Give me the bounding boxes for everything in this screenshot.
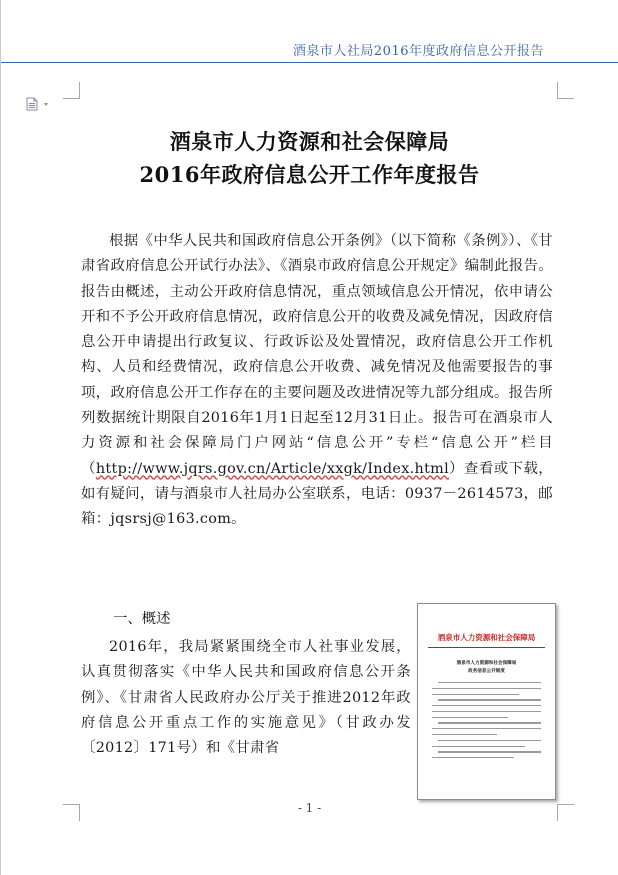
page-number: - 1 - [297,801,322,815]
report-title-line-1: 酒泉市人力资源和社会保障局 [169,129,450,154]
intro-text-start: 根据《中华人民共和国政府信息公开条例》（以下简称《条例》）、《甘肃省政府信息公开试行办法》、《酒泉市政府信息公开规定》编制此报告。报告由概述，主动公开政府信息情况，重点领域信息公开情况，依申请公开和不予公开政府信息情况，政府信息公开的收费及减免情况，因政府信息公开申请提出行政复议、行政诉讼及处置情况，政府信息公开工作机构、人员和经费情况，政府信息公开收费、减免情况及他需要报告的事项，政府信息公开工作存在的主要问题及改进情况等九部分组成。报告所列数据统计期限自2016年1月1日起至12月31日止。报告可在酒泉市人力资源和社会保障局门户网站“信息公开”专栏“信息公开”栏目（ [81,233,553,477]
header-rule [1,62,618,63]
website-link[interactable]: http://www.jqrs.gov.cn/Article/xxgk/Index.html [95,460,449,477]
section-heading-overview: 一、概述 [113,611,171,627]
thumbnail-title-line-2: 政务信息公开制度 [468,669,505,674]
intro-text-end: ）查看或下载，如有疑问，请与酒泉市人社局办公室联系，电话：0937－2614573，邮箱：jqsrsj@163.com。 [81,460,553,528]
overview-paragraph: 2016年，我局紧紧围绕全市人社事业发展，认真贯彻落实《中华人民共和国政府信息公开条例》、《甘肃省人民政府办公厅关于推进2012年政府信息公开重点工作的实施意见》（甘政办发〔2012〕171号）和《甘肃省 [81,639,411,757]
intro-paragraph [81,229,553,533]
thumbnail-title-line-1: 酒泉市人力资源和社会保障局 [456,661,517,666]
report-title-line-2: 2016年政府信息公开工作年度报告 [139,162,480,187]
document-dropdown-icon[interactable] [25,96,53,110]
margin-corner-top-right [557,82,574,99]
running-header: 酒泉市人社局2016年度政府信息公开报告 [292,44,544,59]
thumbnail-body-text [432,682,541,763]
margin-corner-top-left [63,82,80,99]
embedded-document-thumbnail[interactable] [417,603,556,800]
thumbnail-org-name: 酒泉市人力资源和社会保障局 [437,633,536,642]
thumbnail-red-rule [428,647,545,648]
